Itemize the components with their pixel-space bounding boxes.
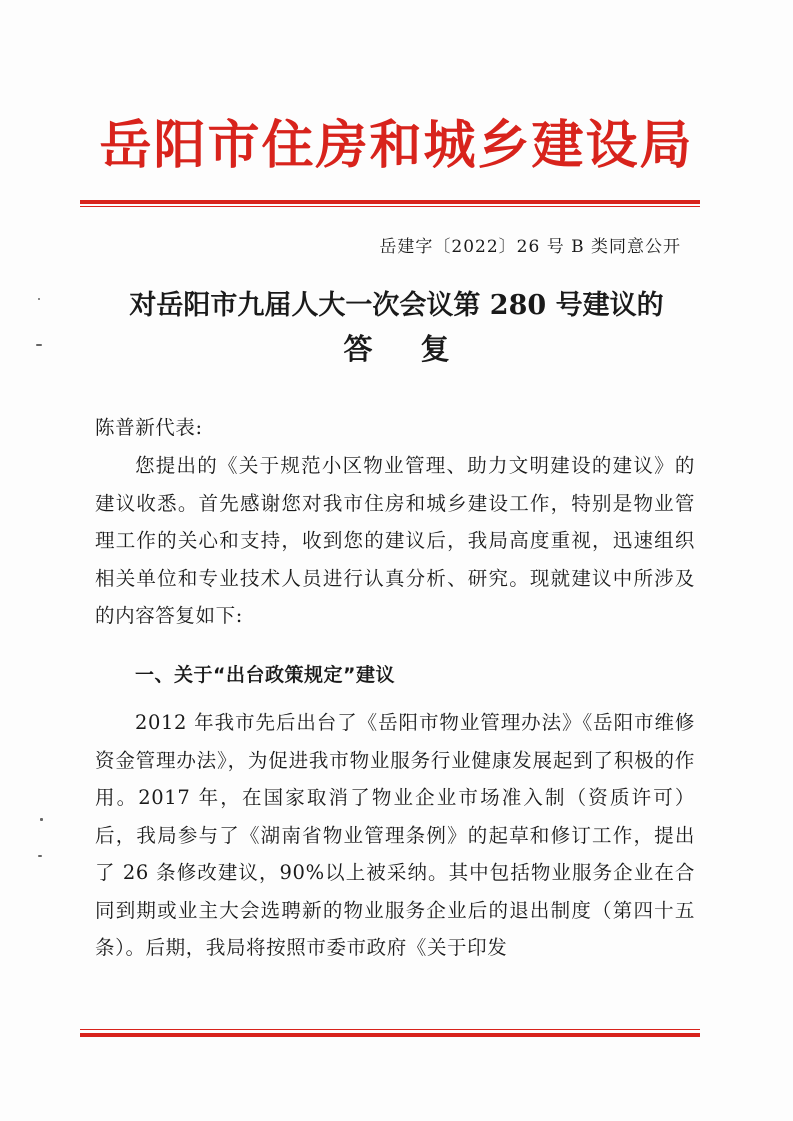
document-title-line1: 对岳阳市九届人大一次会议第 280 号建议的 — [129, 290, 664, 321]
paragraph-policy: 2012 年我市先后出台了《岳阳市物业管理办法》《岳阳市维修资金管理办法》，为促进我市物业服务行业健康发展起到了积极的作用。2017 年，在国家取消了物业企业市场准入制（资质许可）后，我局参与了《湖南省物业管理条例》的起草和修订工作，提出了 26 条修改建议，90%以上被采纳。其中包括物业服务企业在合同到期或业主大会选聘新的物业服务企业后的退出制度（第四十五条）。后期，我局将按照市委市政府《关于印发 — [95, 711, 695, 959]
letterhead-rule-thick — [80, 200, 700, 204]
footer-rule-thick — [80, 1033, 700, 1037]
letterhead-org-name: 岳阳市住房和城乡建设局 — [99, 115, 694, 176]
footer-rule-thin — [80, 1029, 700, 1030]
document-title-line2: 答复 — [343, 332, 498, 366]
scan-speck — [40, 818, 43, 821]
scan-speck — [38, 855, 42, 857]
salutation: 陈普新代表: — [95, 416, 203, 439]
letterhead-rule-thin — [80, 206, 700, 207]
scan-speck — [38, 298, 40, 300]
paragraph-intro: 您提出的《关于规范小区物业管理、助力文明建设的建议》的建议收悉。首先感谢您对我市住房和城乡建设工作，特别是物业管理工作的关心和支持，收到您的建议后，我局高度重视，迅速组织相关单位和专业技术人员进行认真分析、研究。现就建议中所涉及的内容答复如下: — [95, 454, 695, 627]
document-number: 岳建字〔2022〕26 号 B 类同意公开 — [379, 237, 681, 257]
section-heading-1: 一、关于“出台政策规定”建议 — [135, 664, 395, 686]
scan-speck — [36, 344, 42, 346]
